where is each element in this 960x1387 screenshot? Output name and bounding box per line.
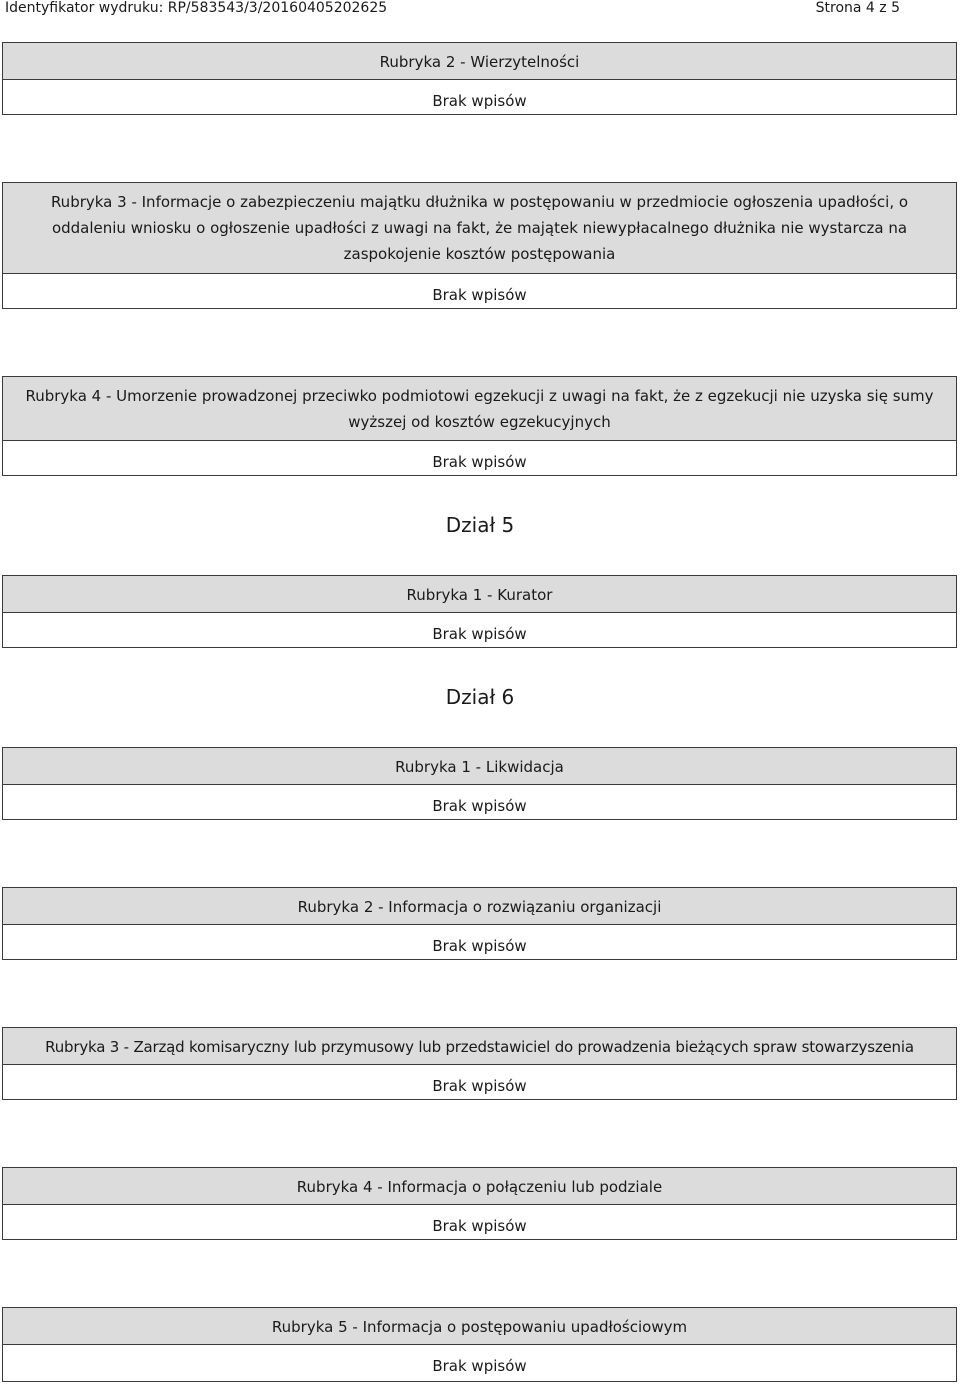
print-identifier: Identyfikator wydruku: RP/583543/3/20160405202625 xyxy=(5,0,388,16)
section-value: Brak wpisów xyxy=(3,924,956,959)
section-value: Brak wpisów xyxy=(3,1064,956,1099)
section-value: Brak wpisów xyxy=(3,1344,956,1381)
section-title: Rubryka 1 - Likwidacja xyxy=(3,748,956,784)
section-value: Brak wpisów xyxy=(3,79,956,114)
section-title: Rubryka 3 - Zarząd komisaryczny lub przymusowy lub przedstawiciel do prowadzenia bieżących spraw stowarzyszenia xyxy=(3,1028,956,1064)
section-title: Rubryka 1 - Kurator xyxy=(3,576,956,612)
section-title: Rubryka 2 - Wierzytelności xyxy=(3,43,956,79)
dzial-5-heading: Dział 5 xyxy=(445,513,515,537)
section-title: Rubryka 4 - Umorzenie prowadzonej przeciwko podmiotowi egzekucji z uwagi na fakt, że z egzekucji nie uzyska się sumy wyższej od kosztów egzekucyjnych xyxy=(3,377,956,440)
section-rubryka-1-likwidacja xyxy=(2,747,957,820)
page-number: Strona 4 z 5 xyxy=(815,0,900,16)
section-rubryka-1-kurator xyxy=(2,575,957,648)
section-title: Rubryka 4 - Informacja o połączeniu lub podziale xyxy=(3,1168,956,1204)
section-value: Brak wpisów xyxy=(3,1204,956,1239)
section-value: Brak wpisów xyxy=(3,612,956,647)
section-title: Rubryka 5 - Informacja o postępowaniu upadłościowym xyxy=(3,1308,956,1344)
section-rubryka-5-upadlosc xyxy=(2,1307,957,1382)
dzial-6-heading: Dział 6 xyxy=(445,685,515,709)
section-value: Brak wpisów xyxy=(3,440,956,475)
page-header xyxy=(0,0,960,18)
section-rubryka-2-rozwiazanie xyxy=(2,887,957,960)
section-rubryka-3-zabezpieczenie xyxy=(2,182,957,309)
section-title: Rubryka 2 - Informacja o rozwiązaniu organizacji xyxy=(3,888,956,924)
section-title: Rubryka 3 - Informacje o zabezpieczeniu majątku dłużnika w postępowaniu w przedmiocie ogłoszenia upadłości, o oddaleniu wniosku o ogłoszenie upadłości z uwagi na fakt, że majątek niewypłacalnego dłużnika nie wystarcza na zaspokojenie kosztów postępowania xyxy=(3,183,956,273)
section-rubryka-2-wierzytelnosci xyxy=(2,42,957,115)
section-rubryka-4-polaczenie xyxy=(2,1167,957,1240)
section-value: Brak wpisów xyxy=(3,784,956,819)
section-value: Brak wpisów xyxy=(3,273,956,308)
section-rubryka-3-zarzad xyxy=(2,1027,957,1100)
section-rubryka-4-umorzenie xyxy=(2,376,957,476)
